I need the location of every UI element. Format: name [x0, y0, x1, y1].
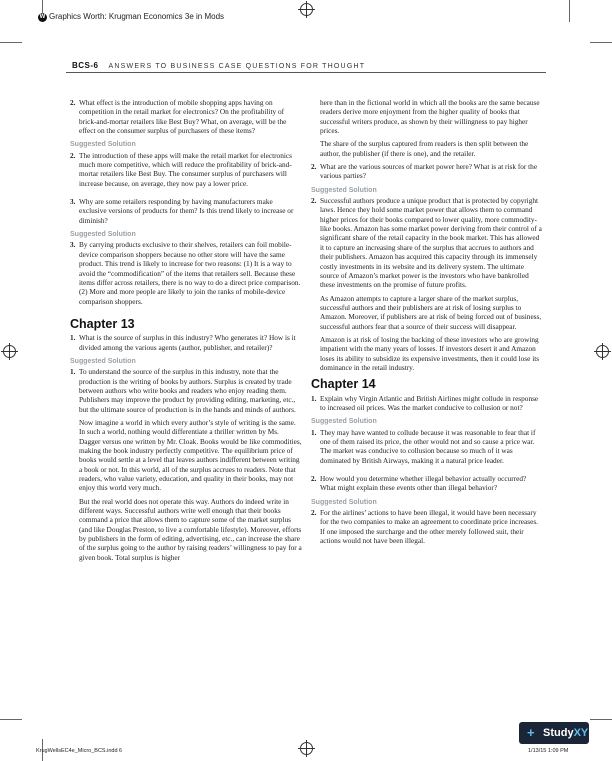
running-head-title: ANSWERS TO BUSINESS CASE QUESTIONS FOR THOUGHT [108, 63, 366, 70]
registration-mark-top-icon [300, 3, 313, 16]
solution-2: 2. The introduction of these apps will make the retail market for electronics much more competitive, which will reduce the profitability of brick-and-mortar retailers like Best Buy. The consumer surplus of purchasers will increase because, on average, they now pay a lower price. [70, 150, 292, 188]
question-2: 2. What effect is the introduction of mobile shopping apps having on competition in the retail market for electronics? On the profitability of brick-and-mortar retailers like Best Buy? What, on average, will be the effect on the consumer surplus of purchasers of these items? [70, 98, 287, 136]
chapter-13-question-2: 2. What are the various sources of market power here? What is at risk for the various parties? [311, 162, 538, 181]
badge-label: StudyXY [543, 727, 589, 739]
right-column [311, 98, 543, 545]
suggested-solution-label: Suggested Solution [70, 357, 136, 365]
suggested-solution-label: Suggested Solution [311, 418, 377, 426]
chapter-13-solution-2: 2. Successful authors produce a unique product that is protected by copyright laws. Hence they hold some market power that allows them to command higher prices for their books compared to lower quality, more commodity-like books. Amazon has some market power deriving from their control of a significant share of the retail capacity in the book market. This has allowed it to capture an increasing share of the surplus that accrues to authors and their publishers. Amazon has acquired this capacity through its immensely costly investments in its website and its delivery system. The ultimate source of Amazon’s market power is the investors who have bankrolled these investments on the promise of future profits. [311, 196, 542, 290]
suggested-solution-label: Suggested Solution [70, 141, 136, 149]
chapter-13-paragraph: Amazon is at risk of losing the backing of these investors who are growing impatient with the many years of losses. If investors desert it and Amazon loses its ability to subsidize its expensive investments, then it could lose its dominance in the retail industry. [320, 334, 540, 372]
question-3: 3. Why are some retailers responding by having manufacturers make exclusive versions of products for them? Is this trend likely to increase or diminish? [70, 197, 294, 225]
chapter-14-solution-1: 1. They may have wanted to collude because it was reasonable to fear that if one of them raised its price, the other would not and so cause a price war. The market was conducive to collusion because so much of it was dominated by British Airways, making it a natural price leader. [311, 427, 536, 465]
chapter-13-paragraph: As Amazon attempts to capture a larger share of the market surplus, successful authors and their publishers are at risk of losing surplus to Amazon. Moreover, if publishers are at risk of being forced out of business, successful authors fear that a source of their success will disappear. [320, 293, 542, 331]
chapter-14-heading: Chapter 14 [311, 377, 376, 392]
registration-mark-right-icon [596, 345, 609, 358]
chapter-14-question-2: 2. How would you determine whether illegal behavior actually occurred? What might explain these events other than illegal behavior? [311, 474, 527, 493]
crop-mark-bl-h [0, 719, 22, 720]
footer-date: 1/13/15 1:09 PM [528, 748, 569, 754]
chapter-14-question-1: 1. Explain why Virgin Atlantic and British Airlines might collude in response to increased oil prices. Was the market conducive to collusion or not? [311, 393, 539, 412]
chapter-14-solution-2: 2. For the airlines’ actions to have been illegal, it would have been necessary for the two companies to make an agreement to coordinate price increases. If one imposed the surcharge and the other merely followed suit, their actions would not have been illegal. [311, 508, 539, 546]
left-column [70, 98, 302, 566]
chapter-13-solution-1: 1. To understand the source of the surplus in this industry, note that the production is the writing of books by authors. Surplus is created by trade between authors who write books and readers who enjoy reading them. Publishers may improve the product by providing editing, marketing, etc., but the ultimate source of production is in the hands and minds of authors. [70, 367, 296, 414]
chapter-13-question-1: 1. What is the source of surplus in this industry? Who generates it? How is it divided among the various agents (author, publisher, and retailer)? [70, 333, 296, 352]
chapter-13-paragraph: here than in the fictional world in which all the books are the same because readers derive more enjoyment from the higher quality of books that successful writers produce, as shown by their willingness to pay higher prices. [320, 98, 540, 136]
chapter-13-heading: Chapter 13 [70, 316, 135, 331]
crop-mark-tl-h [0, 42, 22, 43]
running-head [72, 61, 365, 70]
header-rule [66, 72, 546, 73]
plus-icon: + [527, 725, 535, 740]
crop-mark-br-h [590, 719, 612, 720]
publisher-logo-icon: W [39, 14, 46, 20]
chapter-13-paragraph: But the real world does not operate this way. Authors do indeed write in different ways. Successful authors write well enough that their books command a price that allows them to capture some of the market surplus (and like Douglas Preston, to live a comfortable lifestyle). Moreover, efforts by publishers in the form of editing, advertising, etc., can increase the share of the surplus going to the author by raising readers’ willingness to pay for a given book. Total surplus is higher [79, 496, 302, 562]
footer-file-name: KrugWellsEC4e_Micro_BCS.indd 6 [36, 748, 123, 754]
crop-mark-tr-h [590, 42, 612, 43]
crop-mark-tr-v [569, 0, 570, 22]
slug-text: Graphics Worth: Krugman Economics 3e in Mods [49, 12, 225, 21]
suggested-solution-label: Suggested Solution [311, 186, 377, 194]
studyxy-badge[interactable] [519, 722, 589, 744]
registration-mark-left-icon [3, 345, 16, 358]
chapter-13-paragraph: Now imagine a world in which every author’s style of writing is the same. In such a world, nothing would differentiate a thriller written by Ms. Dagger versus one written by Mr. Cloak. Books would be like commodities, making the book industry perfectly competitive. The equilibrium price of books would settle at a level that leaves authors indifferent between writing a book or not. In this world, all of the surplus accrues to readers. Note that readers, who value variety, education, and quality in their books, may not enjoy this world very much. [79, 417, 302, 493]
suggested-solution-label: Suggested Solution [70, 231, 136, 239]
suggested-solution-label: Suggested Solution [311, 498, 377, 506]
solution-3: 3. By carrying products exclusive to their shelves, retailers can foil mobile-device comparison shoppers because no other store will have the same product. This trend is likely to increase for two reasons: (1) It is a way to avoid the “commodification” of the items that retailers sell. Because these items differ across retailers, there is no way to do a direct price comparison. (2) More and more people are likely to join the ranks of mobile-device comparison shoppers. [70, 240, 301, 306]
registration-mark-bottom-icon [300, 742, 313, 755]
chapter-13-paragraph: The share of the surplus captured from readers is then split between the author, the publisher (if there is one), and the retailer. [320, 139, 529, 158]
slug-line [38, 12, 224, 22]
page-number: BCS-6 [72, 61, 99, 70]
